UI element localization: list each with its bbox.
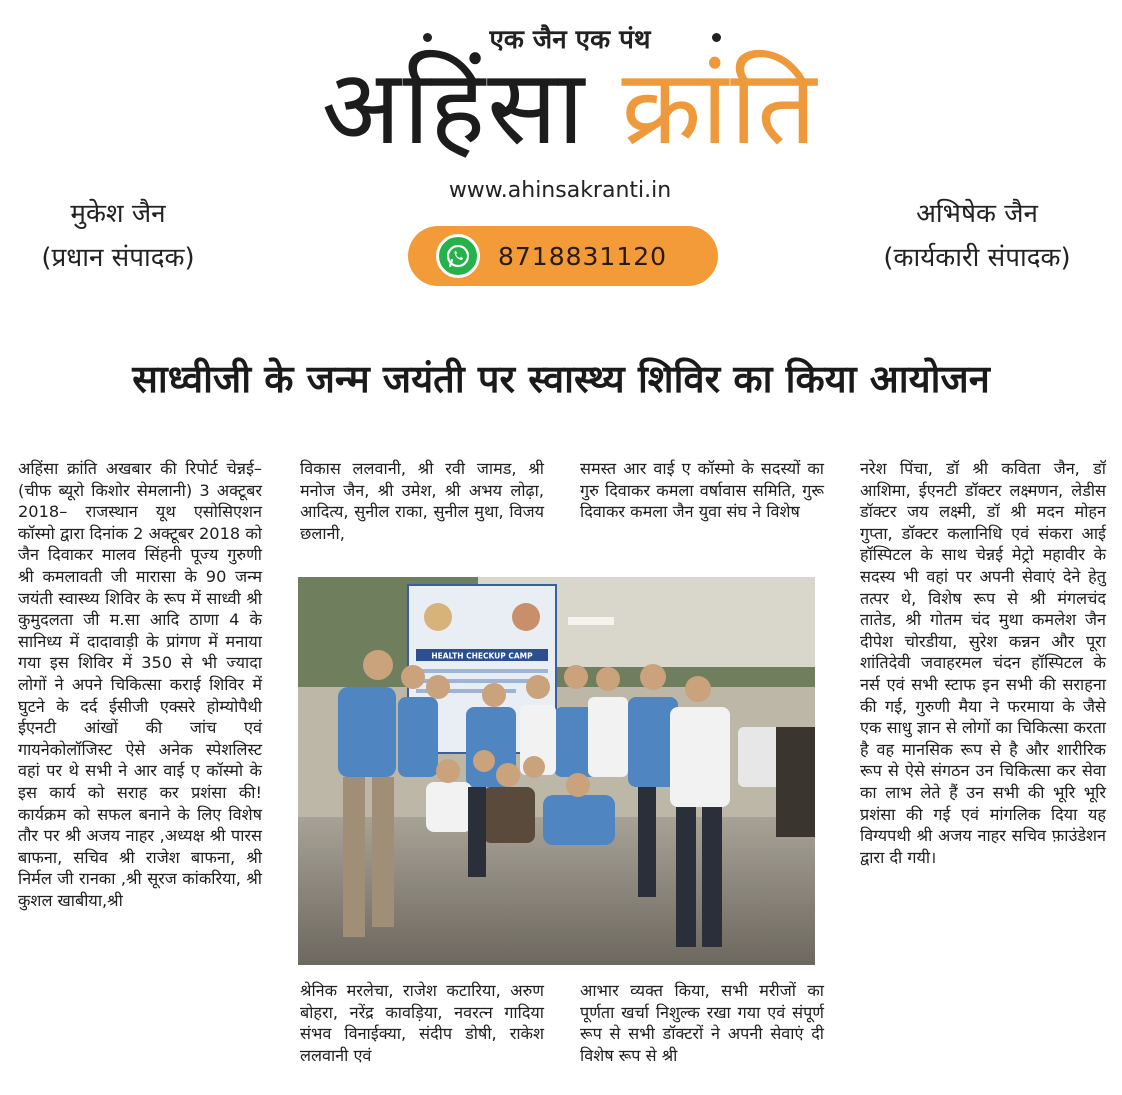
editor-executive-name: अभिषेक जैन [916, 199, 1038, 229]
whatsapp-icon [436, 234, 480, 278]
article-column-3-top: समस्त आर वाई ए कॉस्मो के सदस्यों का गुरु दिवाकर कमला वर्षावास समिति, गुरू दिवाकर कमला जैन युवा संघ ने विशेष [580, 459, 824, 522]
article-column-2-top: विकास ललवानी, श्री रवी जामड, श्री मनोज जैन, श्री उमेश, श्री अभय लोढ़ा, आदित्य, सुनील राका, सुनील मुथा, विजय छलानी, [300, 459, 544, 543]
logo-word-ahinsa: अहिंसा [321, 46, 587, 168]
bullet-dot-right [712, 33, 721, 42]
photo-banner-text: HEALTH CHECKUP CAMP [431, 651, 533, 661]
article-column-4: नरेश पिंचा, डॉ श्री कविता जैन, डॉ आशिमा, ईएनटी डॉक्टर लक्ष्मणन, लेडीस डॉक्टर जय लक्ष्मी, डॉ श्री मदन मोहन गुप्ता, डॉक्टर कलानिधि एवं संकरा आई हॉस्पिटल के साथ चेन्नई मेट्रो महावीर के सदस्य भी वहां पर अपनी सेवाएं देने हेतु तत्पर थे, विशेष रूप से श्री मंगलचंद तातेड, श्री गोतम चंद मुथा कमलेश जैन दीपेश चोरडीया, सुरेश कन्नन और पूरा शांतिदेवी जवाहरमल चंदन हॉस्पिटल के नर्स एवं सभी स्टाफ इन सभी की सराहना की गई, गुरुणी मैया ने फरमाया के जैसे एक साधु ज्ञान से लोगों का चिकित्सा करता है वह मानसिक रूप से है और शारीरिक रूप से ऐसे संगठन उन चिकित्सा कर सेवा का लाभ लेते हैं उन सभी की भूरि भूरि प्रशंसा की गई एवं मांगलिक दिया यह विग्यपथी श्री अजय नाहर सचिव फ़ाउंडेशन द्वारा दी गयी। [860, 459, 1106, 867]
article-column-3-bottom: आभार व्यक्त किया, सभी मरीजों का पूर्णता खर्चा निशुल्क रखा गया एवं संपूर्ण रूप से सभी डॉक्टरों ने अपनी सेवाएं दी विशेष रूप से श्री [580, 981, 824, 1065]
event-photo [298, 577, 815, 965]
editor-chief [8, 192, 228, 280]
website-link[interactable]: www.ahinsakranti.in [448, 178, 672, 203]
tagline: एक जैन एक पंथ [489, 25, 651, 55]
logo [220, 42, 920, 172]
article-column-2-bottom: श्रेनिक मरलेचा, राजेश कटारिया, अरुण बोहरा, नरेंद्र कावड़िया, नवरत्न गादिया संभव विनाईक्या, संदीप डोषी, राकेश ललवानी एवं [300, 981, 544, 1065]
logo-word-kranti: क्रांति [621, 46, 819, 168]
editor-executive-role: (कार्यकारी संपादक) [883, 243, 1071, 273]
editor-executive [842, 192, 1112, 280]
phone-number: 8718831120 [498, 241, 668, 271]
article-column-1: अहिंसा क्रांति अखबार की रिपोर्ट चेन्नई– (चीफ ब्यूरो किशोर सेमलानी) 3 अक्टूबर 2018– राजस्थान यूथ एसोसिएशन कॉस्मो द्वारा दिनांक 2 अक्टूबर 2018 को जैन दिवाकर मालव सिंहनी पूज्य गुरुणी श्री कमलावती जी मारासा के 90 जन्म जयंती स्वास्थ्य शिविर के रूप में साध्वी श्री कुमुदलता जी म.सा आदि ठाणा 4 के सानिध्य में दादावाड़ी के प्रांगण में मनाया गया इस शिविर में 350 से भी ज्यादा लोगों ने अपने चिकित्सा कराई शिविर में घुटने के दर्द ईसीजी एक्सरे होम्योपैथी ईएनटी आंखों की जांच एवं गायनेकोलॉजिस्ट ऐसे अनेक स्पेशलिस्ट वहां पर थे सभी ने आर वाई ए कॉस्मो के इस कार्य को सराह कर प्रशंसा की!कार्यक्रम को सफल बनाने के लिए विशेष तौर पर श्री अजय नाहर ,अध्यक्ष श्री पारस बाफना, सचिव श्री राजेश बाफना, श्री निर्मल जी रानका ,श्री सूरज कांकरिया, श्री कुशल खाबीया,श्री [18, 459, 262, 910]
editor-chief-name: मुकेश जैन [70, 199, 166, 229]
article-headline: साध्वीजी के जन्म जयंती पर स्वास्थ्य शिविर का किया आयोजन [132, 357, 990, 401]
editor-chief-role: (प्रधान संपादक) [41, 243, 195, 273]
masthead [0, 0, 1122, 305]
phone-contact[interactable] [408, 226, 718, 286]
